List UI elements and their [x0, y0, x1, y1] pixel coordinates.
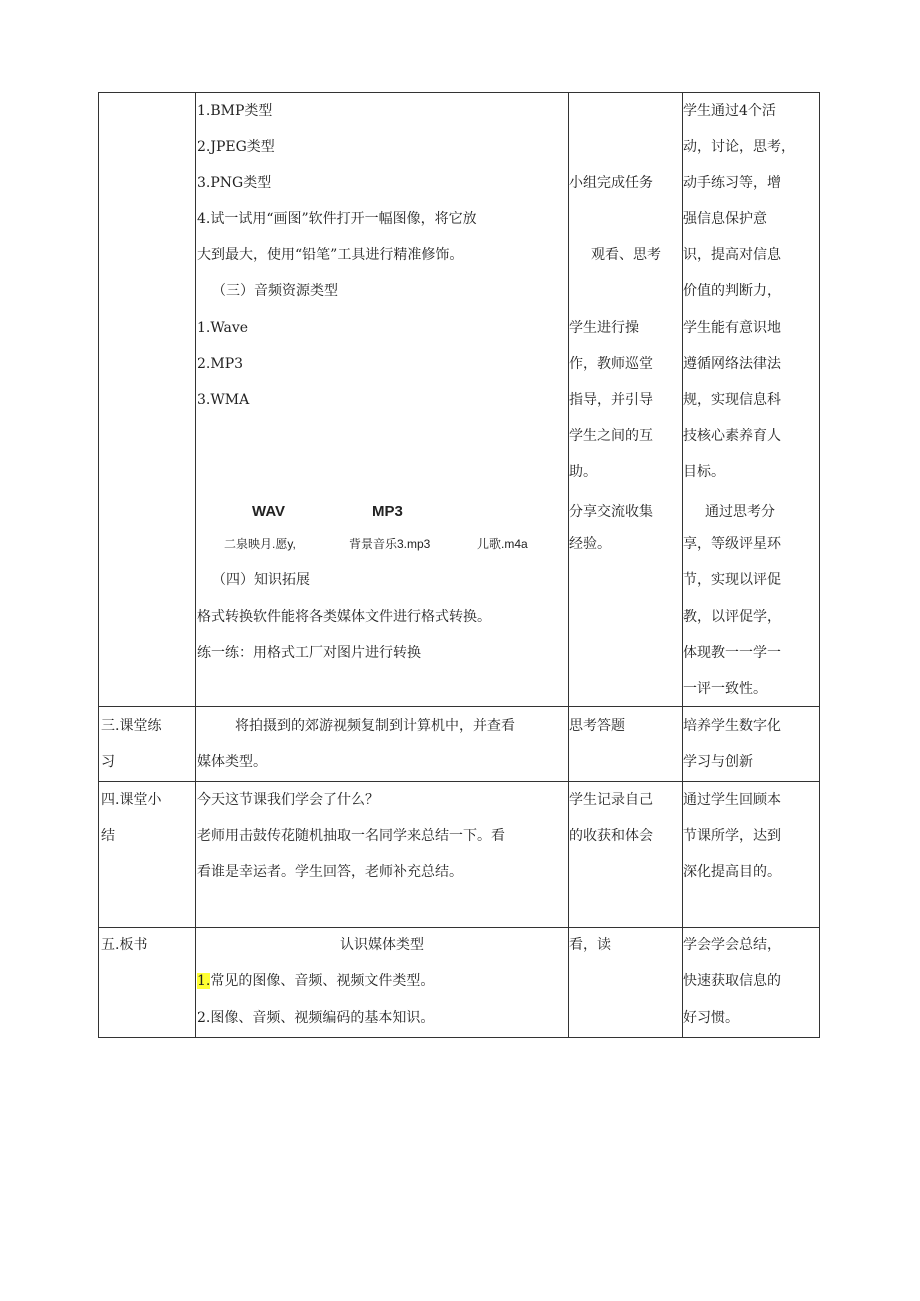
activity-text: 学生之间的互 — [569, 428, 653, 444]
board-activity: 看，读 — [569, 937, 611, 953]
col-divider — [195, 93, 196, 1037]
intent-text: 强信息保护意 — [683, 211, 767, 227]
summary-content: 看谁是幸运者。学生回答，老师补充总结。 — [197, 864, 463, 880]
board-item-1-text: 常见的图像、音频、视频文件类型。 — [210, 973, 435, 989]
intent-text: 动，讨论，思考， — [683, 139, 795, 155]
audio-file-name: 背景音乐3.mp3 — [349, 537, 431, 551]
lesson-plan-table — [98, 92, 820, 1038]
intent-text: 遵循网络法律法 — [683, 356, 781, 372]
format-label-mp3: MP3 — [372, 503, 403, 520]
highlight-mark: 1. — [197, 973, 211, 989]
intent-text: 一评一致性。 — [683, 681, 767, 697]
extension-text: 格式转换软件能将各类媒体文件进行格式转换。 — [197, 609, 491, 625]
audio-type-wma: 3.WMA — [197, 392, 250, 408]
activity-text: 小组完成任务 — [569, 175, 653, 191]
audio-file-name: 儿歌.m4a — [477, 537, 528, 551]
intent-text: 技核心素养育人 — [683, 428, 781, 444]
practice-activity: 思考答题 — [569, 718, 625, 734]
audio-type-mp3: 2.MP3 — [197, 356, 244, 372]
row-label: 习 — [101, 754, 115, 770]
practice-intent: 培养学生数字化 — [683, 718, 781, 734]
extension-heading: （四）知识拓展 — [212, 572, 310, 588]
activity-text: 分享交流收集 — [569, 504, 653, 520]
audio-heading: （三）音频资源类型 — [212, 283, 338, 299]
board-title: 认识媒体类型 — [340, 937, 424, 953]
intent-text: 教，以评促学， — [683, 609, 781, 625]
audio-type-wave: 1.Wave — [197, 320, 249, 336]
board-item-1 — [197, 971, 434, 991]
row-divider — [99, 706, 819, 707]
summary-activity: 学生记录自己 — [569, 792, 653, 808]
board-item-2: 2.图像、音频、视频编码的基本知识。 — [197, 1010, 435, 1026]
activity-text: 观看、思考 — [591, 247, 661, 263]
col-divider — [568, 93, 569, 1037]
board-intent: 学会学会总结， — [683, 937, 781, 953]
image-type-bmp: 1.BMP类型 — [197, 103, 273, 119]
board-intent: 快速获取信息的 — [683, 973, 781, 989]
image-type-jpeg: 2.JPEG类型 — [197, 139, 275, 155]
audio-file-name: 二泉映月.愿y, — [224, 537, 296, 551]
intent-text: 通过思考分 — [705, 504, 775, 520]
summary-intent: 节课所学，达到 — [683, 828, 781, 844]
intent-text: 体现教一一学一 — [683, 645, 781, 661]
intent-text: 目标。 — [683, 464, 725, 480]
task4-line1: 4.试一试用“画图”软件打开一幅图像，将它放 — [197, 211, 477, 227]
task4-line2: 大到最大，使用“铅笔”工具进行精准修饰。 — [197, 247, 464, 263]
row-label: 五.板书 — [101, 937, 148, 953]
row-label: 结 — [101, 828, 115, 844]
format-label-wav: WAV — [252, 503, 286, 520]
summary-content: 老师用击鼓传花随机抽取一名同学来总结一下。看 — [197, 828, 505, 844]
intent-text: 节，实现以评促 — [683, 572, 781, 588]
activity-text: 作，教师巡堂 — [569, 356, 653, 372]
practice-intent: 学习与创新 — [683, 754, 753, 770]
summary-content: 今天这节课我们学会了什么？ — [197, 792, 379, 808]
summary-intent: 通过学生回顾本 — [683, 792, 781, 808]
row-divider — [99, 927, 819, 928]
intent-text: 享，等级评星环 — [683, 536, 781, 552]
col-divider — [682, 93, 683, 1037]
intent-text: 学生能有意识地 — [683, 320, 781, 336]
intent-text: 学生通过4个活 — [683, 103, 776, 119]
row-label: 三.课堂练 — [101, 718, 162, 734]
practice-content: 将拍摄到的郊游视频复制到计算机中，并查看 — [235, 718, 515, 734]
intent-text: 价值的判断力， — [683, 283, 781, 299]
image-type-png: 3.PNG类型 — [197, 175, 272, 191]
summary-intent: 深化提高目的。 — [683, 864, 781, 880]
activity-text: 助。 — [569, 464, 597, 480]
board-intent: 好习惯。 — [683, 1010, 739, 1026]
activity-text: 指导，并引导 — [569, 392, 653, 408]
row-divider — [99, 781, 819, 782]
practice-text: 练一练：用格式工厂对图片进行转换 — [197, 645, 421, 661]
activity-text: 学生进行操 — [569, 320, 639, 336]
intent-text: 识，提高对信息 — [683, 247, 781, 263]
activity-text: 经验。 — [569, 536, 611, 552]
intent-text: 规，实现信息科 — [683, 392, 781, 408]
practice-content: 媒体类型。 — [197, 754, 267, 770]
intent-text: 动手练习等，增 — [683, 175, 781, 191]
row-label: 四.课堂小 — [101, 792, 162, 808]
summary-activity: 的收获和体会 — [569, 828, 653, 844]
